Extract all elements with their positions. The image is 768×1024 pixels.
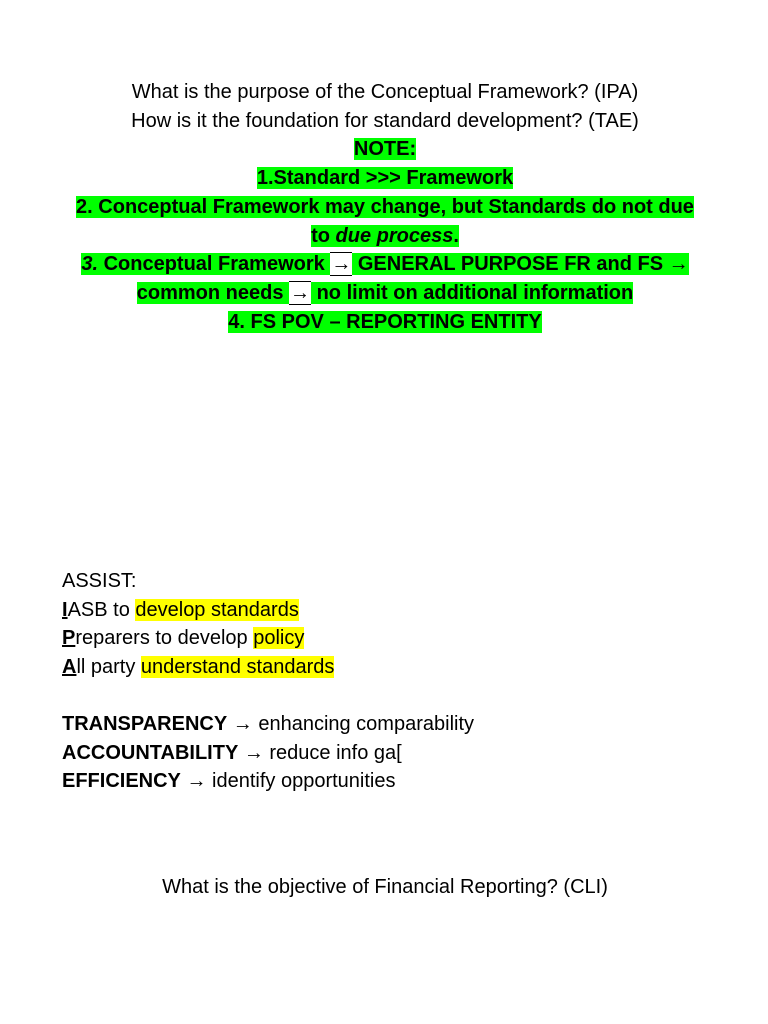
note-item-2-cont: to due process. [311, 224, 459, 247]
assist-item-all-party: All party understand standards [62, 656, 335, 679]
arrow-icon: → [232, 713, 253, 735]
note-item-2-cont-line [60, 222, 710, 251]
arrow-icon: → [668, 253, 689, 276]
value-efficiency: EFFICIENCY → identify opportunities [62, 770, 396, 793]
note-item-3: 3. Conceptual Framework → GENERAL PURPOSE FR and FS → [81, 253, 689, 276]
note-item-1: 1.Standard >>> Framework [256, 167, 514, 190]
note-heading: NOTE: [353, 138, 417, 161]
arrow-icon: → [331, 253, 352, 276]
arrow-icon: → [243, 741, 264, 764]
note-item-2: 2. Conceptual Framework may change, but Standards do not due [76, 195, 694, 218]
highlight-policy: policy [253, 627, 305, 650]
question-objective: What is the objective of Financial Reporting? (CLI) [162, 876, 608, 898]
note-item-4-line [60, 308, 710, 337]
note-item-4: 4. FS POV – REPORTING ENTITY [228, 310, 542, 333]
assist-item-preparers: Preparers to develop policy [62, 627, 305, 650]
assist-section [62, 567, 722, 682]
note-item-1-line [60, 164, 710, 193]
due-process-emphasis: due process [335, 224, 454, 247]
note-item-3-cont-line [60, 279, 710, 308]
value-accountability: ACCOUNTABILITY → reduce info ga[ [62, 741, 402, 764]
purpose-section [60, 78, 710, 336]
question-foundation: How is it the foundation for standard development? (TAE) [131, 109, 639, 132]
question-purpose: What is the purpose of the Conceptual Framework? (IPA) [131, 81, 639, 103]
note-heading-line [60, 135, 710, 164]
value-transparency: TRANSPARENCY → enhancing comparability [62, 713, 475, 735]
assist-item-iasb: IASB to develop standards [62, 598, 299, 621]
arrow-icon: → [290, 281, 311, 304]
arrow-icon: → [186, 770, 207, 793]
highlight-understand-standards: understand standards [140, 656, 335, 679]
highlight-develop-standards: develop standards [135, 598, 299, 621]
assist-heading: ASSIST: [62, 570, 137, 592]
note-item-3-cont: common needs → no limit on additional information [136, 281, 634, 304]
values-section [62, 710, 722, 796]
objective-section [60, 873, 710, 902]
note-item-2-line [60, 193, 710, 222]
note-item-3-line [60, 250, 710, 279]
